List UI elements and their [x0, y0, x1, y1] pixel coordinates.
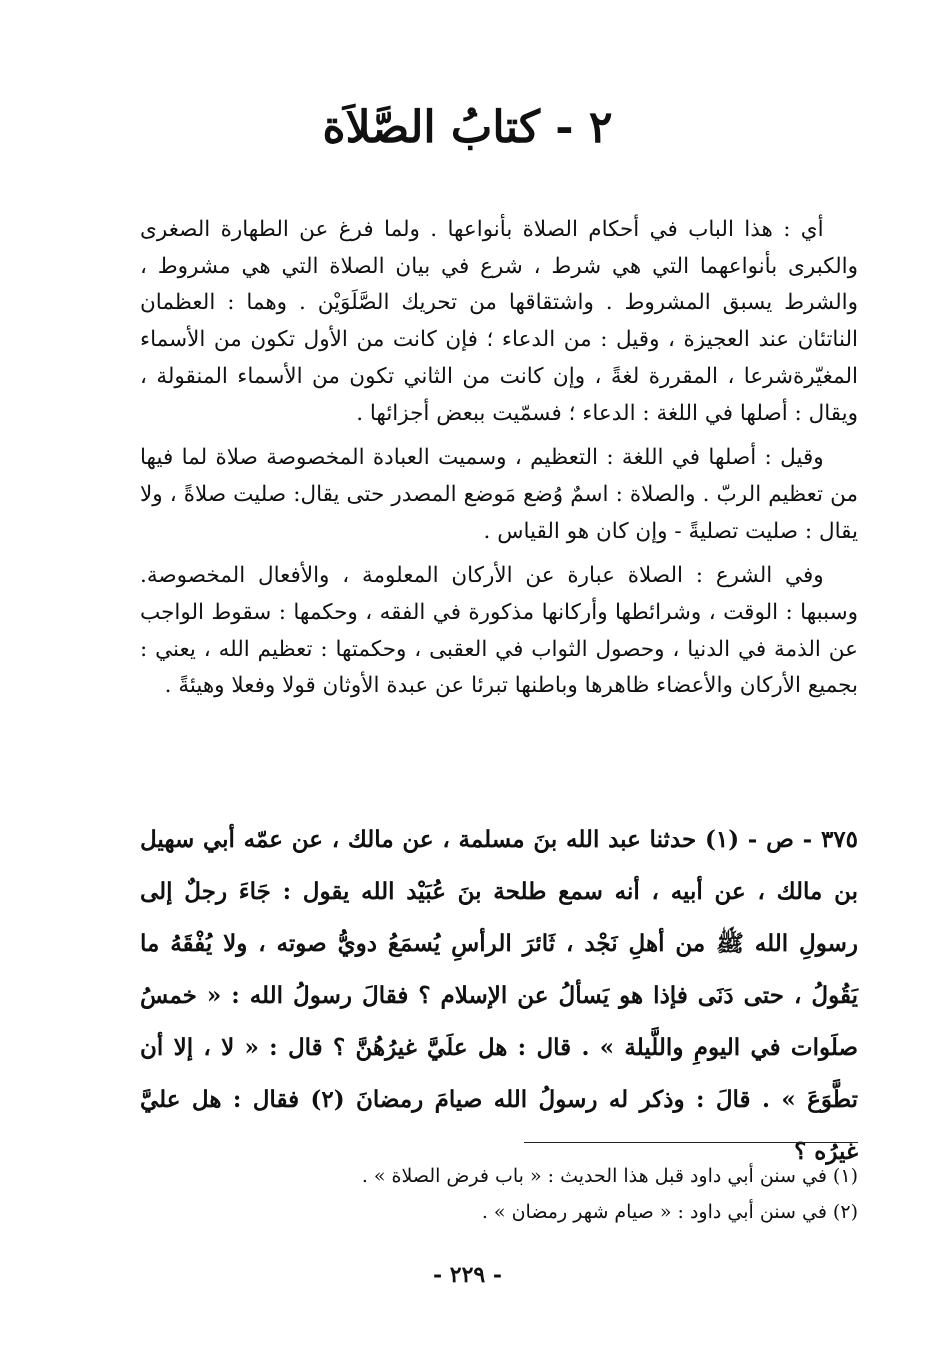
page-number: - ٢٢٩ - — [432, 1262, 503, 1288]
footnote-2: (٢) في سنن أبي داود : « صيام شهر رمضان » . — [481, 1201, 858, 1223]
footnote-separator — [524, 1142, 858, 1143]
commentary-section — [140, 212, 858, 705]
hadith-text: ٣٧٥ - ص - (١) حدثنا عبد الله بنَ مسلمة ، عن مالك ، عن عمّه أبي سهيل بن مالك ، عن أبيه ، أنه سمع طلحة بنَ عُبَيْد الله يقول : جَاءَ رجلٌ إلى رسولِ الله ﷺ من أهلِ نَجْد ، ثَائرَ الرأسِ يُسمَعُ دويُّ صوته ، ولا يُفْقَهُ ما يَقُولُ ، حتى دَنَى فإذا هو يَسألُ عن الإسلام ؟ فقالَ رسولُ الله : « خمسُ صلَوات في اليومِ واللَّيلة » . قال : هل علَيَّ غيرُهُنَّ ؟ قال : « لا ، إلا أن تطَّوَعَ » . قالَ : وذكر له رسولُ الله صيامَ رمضانَ (٢) فقال : هل عليَّ غيرُه ؟ — [140, 826, 859, 1165]
commentary-paragraph: وفي الشرع : الصلاة عبارة عن الأركان المعلومة ، والأفعال المخصوصة. وسببها : الوقت ، وشرائطها وأركانها مذكورة في الفقه ، وحكمها : سقوط الواجب عن الذمة في الدنيا ، وحصول الثواب في العقبى ، وحكمتها : تعظيم الله ، يعني : بجميع الأركان والأعضاء ظاهرها وباطنها تبرئا عن عبدة الأوثان قولا وفعلا وهيئةً . — [140, 563, 858, 699]
commentary-paragraph: أي : هذا الباب في أحكام الصلاة بأنواعها . ولما فرغ عن الطهارة الصغرى والكبرى بأنواعهما التي هي شرط ، شرع في بيان الصلاة التي هي مشروط ، والشرط يسبق المشروط . واشتقاقها من تحريك الصَّلَوَيْن . وهما : العظمان الناتئان عند العجيزة ، وقيل : من الدعاء ؛ فإن كانت من الأول تكون من الأسماء المغيّرةشرعا ، المقررة لغةً ، وإن كانت من الثاني تكون من الأسماء المنقولة ، ويقال : أصلها في اللغة : الدعاء ؛ فسمّيت ببعض أجزائها . — [140, 217, 858, 426]
footnotes — [250, 1158, 858, 1230]
commentary-paragraph: وقيل : أصلها في اللغة : التعظيم ، وسميت العبادة المخصوصة صلاة لما فيها من تعظيم الربّ . والصلاة : اسمٌ وُضع مَوضع المصدر حتى يقال: صليت صلاةً ، ولا يقال : صليت تصليةً - وإن كان هو القياس . — [140, 445, 858, 544]
hadith-section — [140, 814, 858, 1178]
chapter-title: ٢ - كتابُ الصَّلاَة — [322, 102, 613, 153]
footnote-1: (١) في سنن أبي داود قبل هذا الحديث : « باب فرض الصلاة » . — [361, 1165, 858, 1187]
